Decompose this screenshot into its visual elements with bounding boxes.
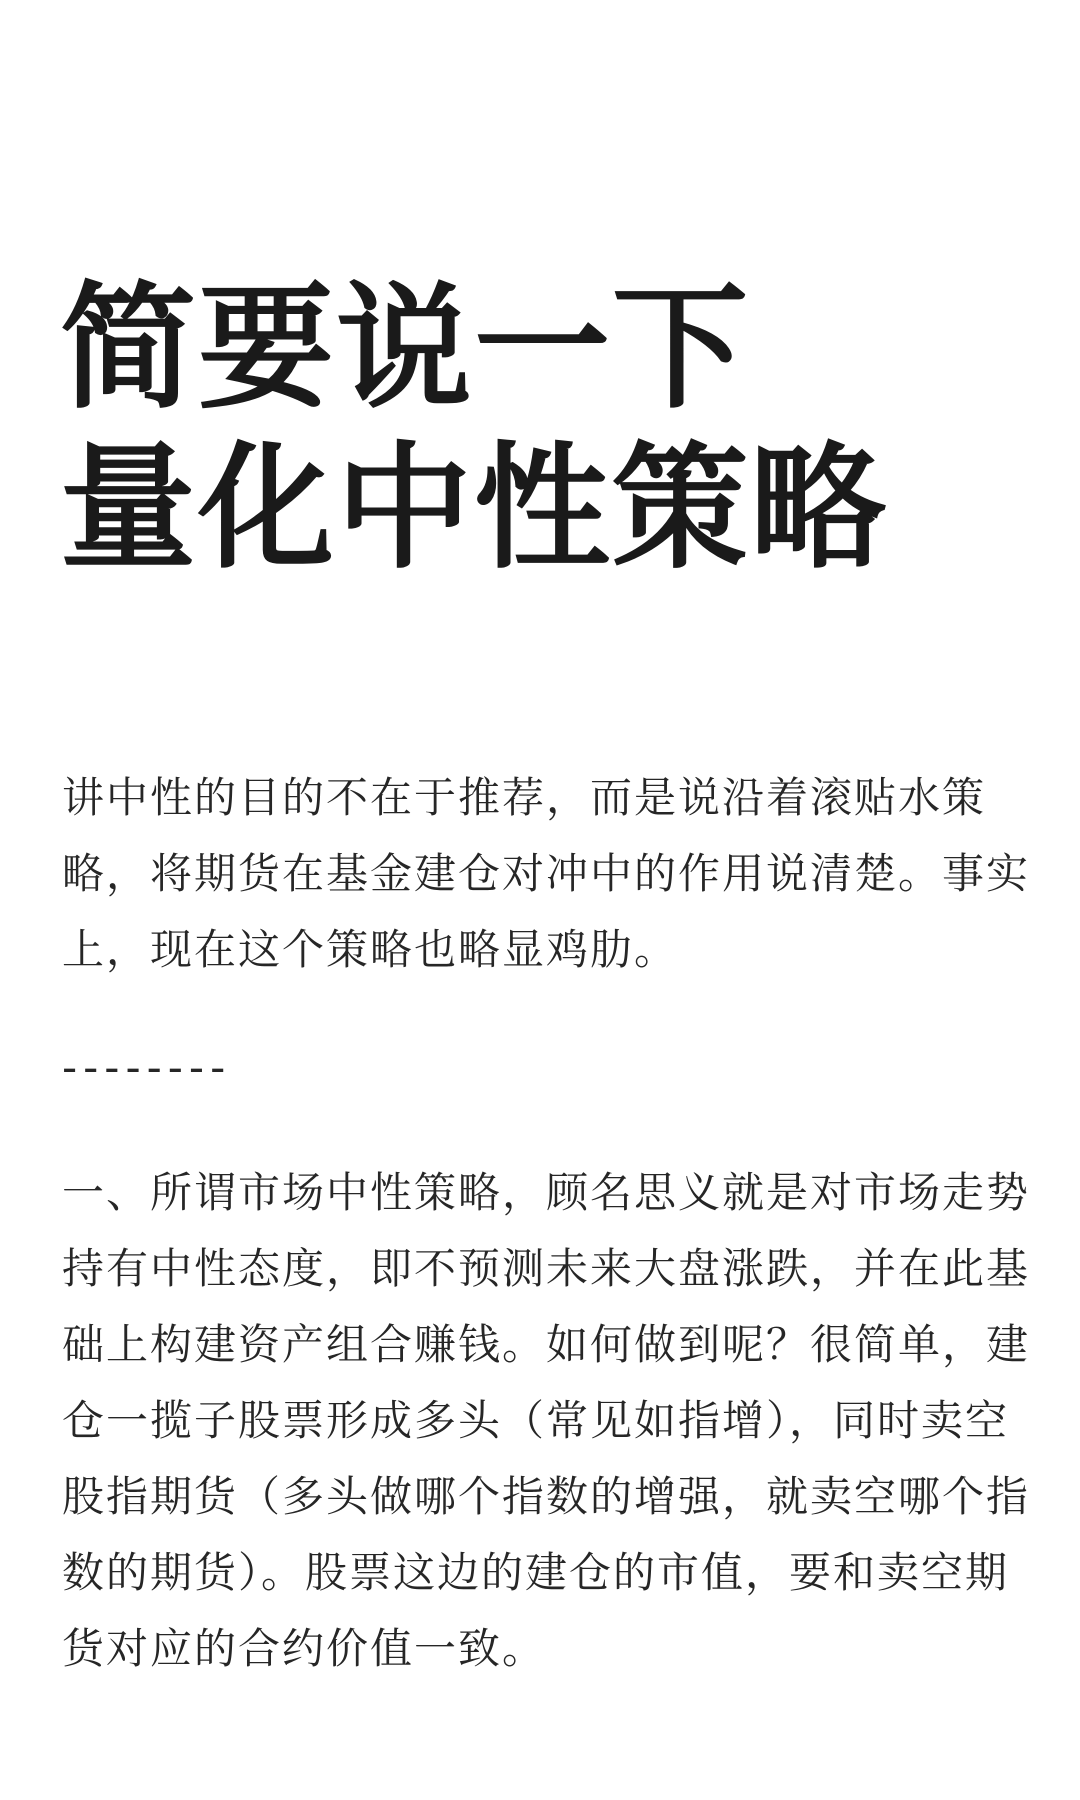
title-line-2: 量化中性策略 [60,428,888,588]
page-title [60,268,888,588]
title-line-1: 简要说一下 [60,268,750,428]
section-one-paragraph: 一、所谓市场中性策略，顾名思义就是对市场走势持有中性态度，即不预测未来大盘涨跌，并在此基础上构建资产组合赚钱。如何做到呢？很简单，建仓一揽子股票形成多头（常见如指增），同时卖空股指期货（多头做哪个指数的增强，就卖空哪个指数的期货）。股票这边的建仓的市值，要和卖空期货对应的合约价值一致。 [62,1168,1031,1673]
section-divider: -------- [62,1043,232,1092]
intro-paragraph: 讲中性的目的不在于推荐，而是说沿着滚贴水策略，将期货在基金建仓对冲中的作用说清楚。事实上，现在这个策略也略显鸡肋。 [62,773,1031,974]
